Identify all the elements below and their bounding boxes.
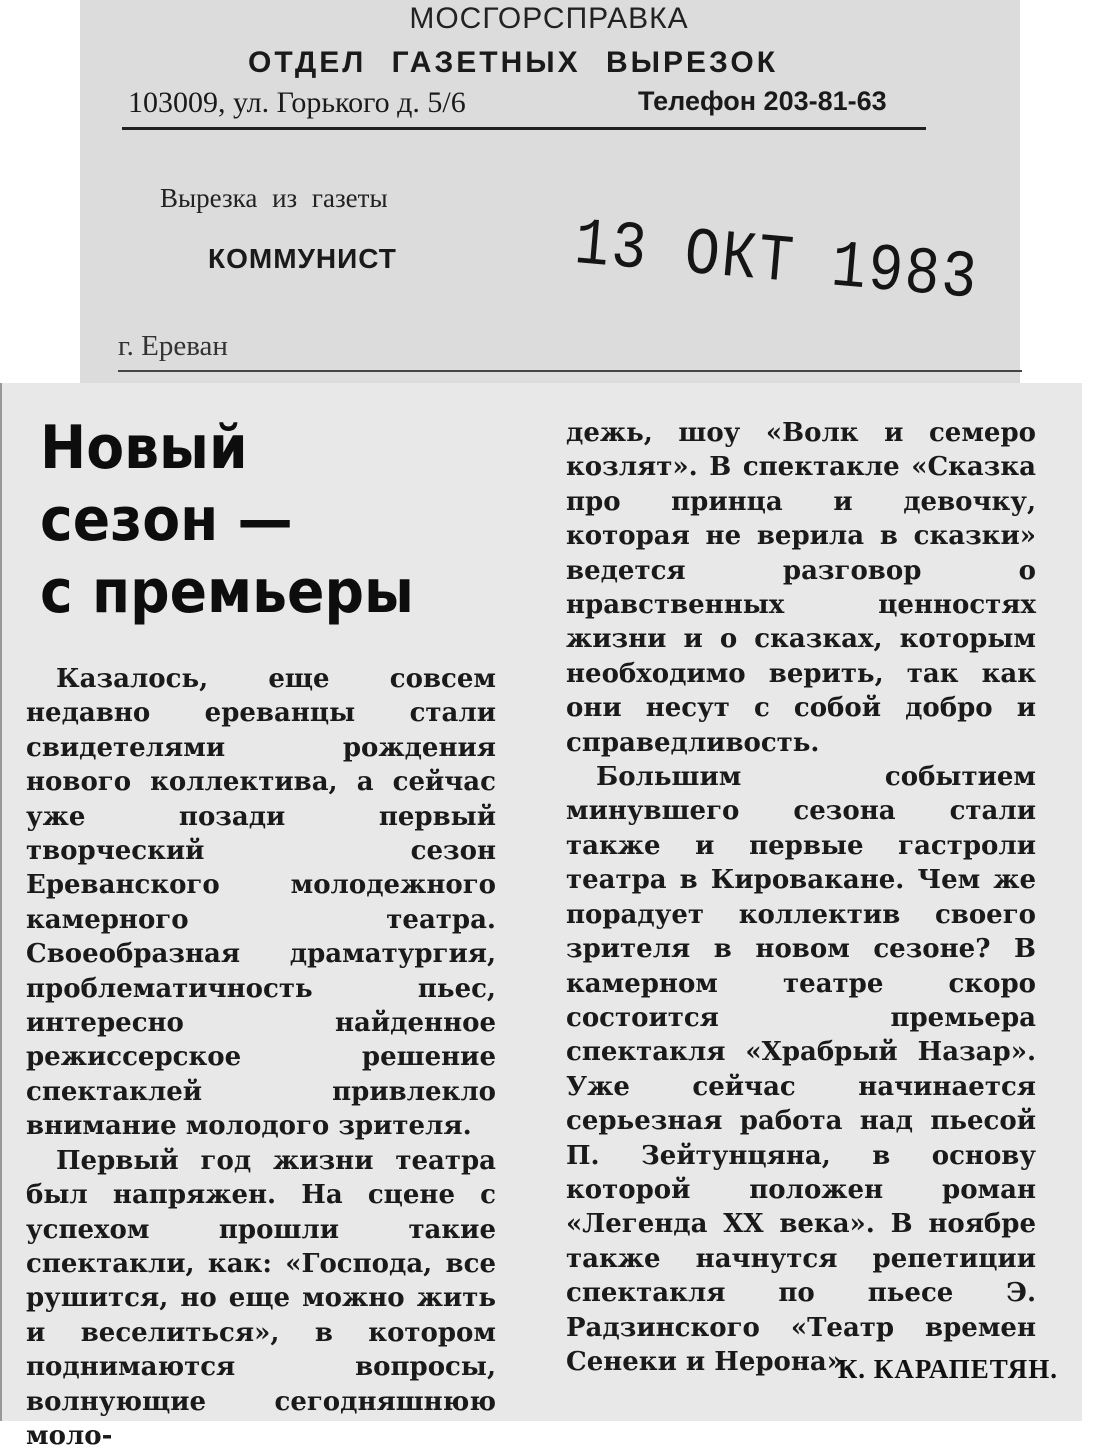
newspaper-name: КОММУНИСТ xyxy=(208,243,397,274)
org-name: МОСГОРСПРАВКА xyxy=(409,2,689,35)
article-column-left xyxy=(26,662,496,1453)
date-stamp: 13 ОКТ 1983 xyxy=(571,208,982,318)
org-phone: Телефон 203-81-63 xyxy=(638,86,887,116)
article-paragraph: Большим событием минувшего сезона стали также и первые гастроли театра в Кировакане. Чем же порадует коллектив своего зрителя в новом сезоне? В камерном театре скоро состоится премьера спектакля «Храбрый Назар». Уже сейчас начинается серьезная работа над пьесой П. Зейтунцяна, в основу которой положен роман «Легенда XX века». В ноябре также начнутся репетиции спектакля по пьесе Э. Радзинского «Театр времен Сенеки и Нерона». xyxy=(566,762,1036,1377)
article-paragraph: Первый год жизни театра был напряжен. На сцене с успехом прошли такие спектакли, как: «Господа, все рушится, но еще можно жить и веселиться», в котором поднимаются вопросы, волнующие сегодняшнюю моло- xyxy=(26,1145,496,1451)
headline-line: сезон — xyxy=(40,485,293,555)
city-label: г. Ереван xyxy=(118,330,228,362)
header-divider xyxy=(122,127,926,130)
department-name: ОТДЕЛ ГАЗЕТНЫХ ВЫРЕЗОК xyxy=(248,46,779,79)
city-divider xyxy=(118,370,1022,372)
article-author: К. КАРАПЕТЯН. xyxy=(837,1354,1058,1384)
article-paragraph: дежь, шоу «Волк и семеро козлят». В спектакле «Сказка про принца и девочку, которая не верила в сказки» ведется разговор о нравственных ценностях жизни и о сказках, которым необходимо верить, так как они несут с собой добро и справедливость. xyxy=(566,418,1036,758)
article-column-right xyxy=(566,416,1036,1379)
article-paragraph: Казалось, еще совсем недавно ереванцы стали свидетелями рождения нового коллектива, а сейчас уже позади первый творческий сезон Ереванского молодежного камерного театра. Своеобразная драматургия, проблематичность пьес, интересно найденное режиссерское решение спектаклей привлекло внимание молодого зрителя. xyxy=(26,664,496,1142)
cut-label: Вырезка из газеты xyxy=(160,183,388,213)
org-address: 103009, ул. Горького д. 5/6 xyxy=(128,86,466,119)
headline-line: Новый xyxy=(40,413,248,483)
article-headline xyxy=(40,412,482,628)
headline-line: с премьеры xyxy=(40,557,414,627)
